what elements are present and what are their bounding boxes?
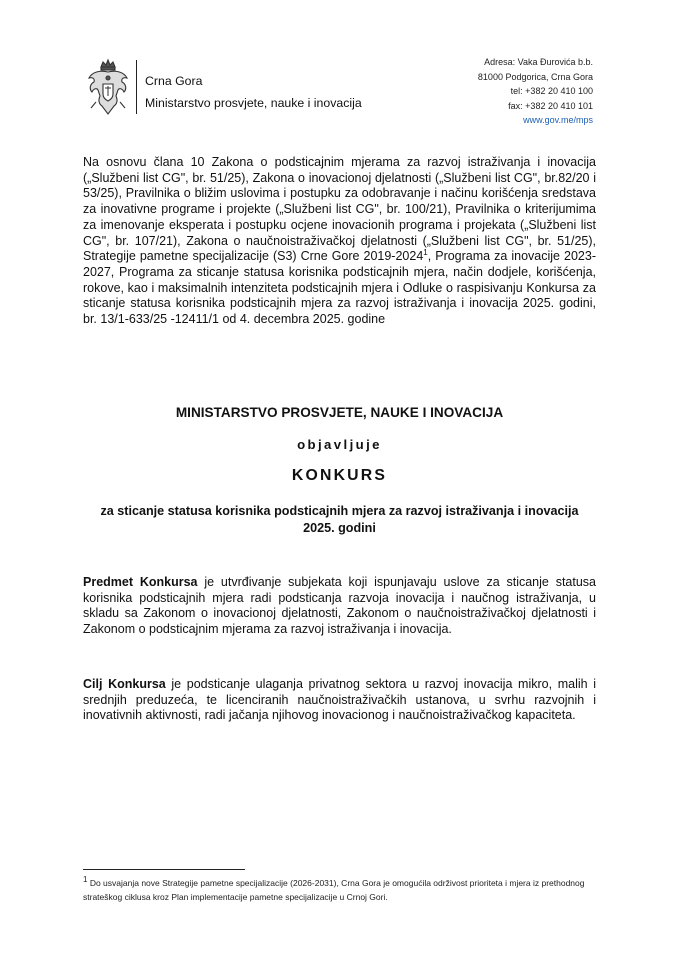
ministry-heading: MINISTARSTVO PROSVJETE, NAUKE I INOVACIJA bbox=[175, 405, 504, 420]
goal-label: Cilj Konkursa bbox=[83, 677, 166, 691]
footnote-reference[interactable]: 1 bbox=[423, 248, 428, 258]
legal-basis-text-2: , Programa za inovacije 2023-2027, Programa za sticanje statusa korisnika podsticajnih mjera, način dodjele, korišćenja, rokove, kao i maksimalnih intenziteta podsticajnih mjera i Odluke o raspisivanju Konkursa za sticanje statusa korisnika podsticajnih mjera za razvoj istraživanja i inovacija 2025. godini, br. 13/1-633/25 -12411/1 od 4. decembra 2025. godine bbox=[83, 249, 596, 327]
website-link[interactable]: www.gov.me/mps bbox=[523, 115, 593, 126]
address-line-2: 81000 Podgorica, Crna Gora bbox=[477, 71, 593, 82]
konkurs-subtitle: za sticanje statusa korisnika podsticajnih mjera za razvoj istraživanja i inovacija 2025. godini bbox=[100, 504, 579, 535]
footnote-separator bbox=[83, 869, 245, 870]
footnote-text: Do usvajanja nove Strategije pametne specijalizacije (2026-2031), Crna Gora je omogućila održivost prioriteta i mjera iz prethodnog strateškog ciklusa kroz Plan implementacije pametne specijalizacije u Crnoj Gori. bbox=[83, 878, 585, 902]
subject-label: Predmet Konkursa bbox=[83, 575, 198, 589]
org-country: Crna Gora bbox=[145, 74, 203, 88]
subject-paragraph bbox=[83, 575, 596, 638]
announces-heading: objavljuje bbox=[297, 437, 382, 452]
konkurs-title: KONKURS bbox=[291, 467, 388, 484]
contact-block bbox=[478, 55, 593, 128]
legal-basis-paragraph bbox=[83, 155, 596, 328]
goal-paragraph bbox=[83, 677, 596, 724]
montenegro-coat-of-arms-icon bbox=[86, 58, 130, 116]
phone-number: tel: +382 20 410 100 bbox=[510, 86, 593, 97]
issuing-organization bbox=[145, 70, 362, 114]
address-line-1: Adresa: Vaka Đurovića b.b. bbox=[484, 57, 593, 67]
org-ministry: Ministarstvo prosvjete, nauke i inovacija bbox=[145, 96, 362, 110]
footnote bbox=[83, 877, 596, 904]
legal-basis-text-1: Na osnovu člana 10 Zakona o podsticajnim mjerama za razvoj istraživanja i inovacija („Službeni list CG", br. 51/25), Zakona o inovacionoj djelatnosti („Službeni list CG", br.82/20 i 53/25), Pravilnika o bližim uslovima i postupku za odobravanje i načinu korišćenja sredstava za inovativne programe i projekte („Službeni list CG", br. 100/21), Pravilnika o kriterijumima za imenovanje eksperata i postupku ocjene inovacionih programa i projekata („Službeni list CG", br. 107/21), Zakona o naučnoistraživačkoj djelatnosti („Službeni list CG", br. 51/25), Strategije pametne specijalizacije (S3) Crne Gore 2019-2024 bbox=[83, 155, 596, 264]
footnote-number: 1 bbox=[83, 875, 88, 885]
header-divider bbox=[136, 60, 137, 114]
goal-text: je podsticanje ulaganja privatnog sektora u razvoj inovacija mikro, malih i srednjih preduzeća, te licenciranih naučnoistraživačkih ustanova, u svrhu razvojnih i inovativnih aktivnosti, radi jačanja njihovog inovacionog i naučnoistraživačkog kapaciteta. bbox=[83, 677, 596, 723]
fax-number: fax: +382 20 410 101 bbox=[508, 100, 593, 111]
subject-text: je utvrđivanje subjekata koji ispunjavaju uslove za sticanje statusa korisnika podsticajnih mjera radi podsticanja razvoja inovacija i naučnog istraživanja, u skladu sa Zakonom o inovacionoj djelatnosti, Zakonom o naučnoistraživačkoj djelatnosti i Zakonom o podsticajnim mjerama za razvoj istraživanja i inovacija. bbox=[83, 575, 596, 637]
